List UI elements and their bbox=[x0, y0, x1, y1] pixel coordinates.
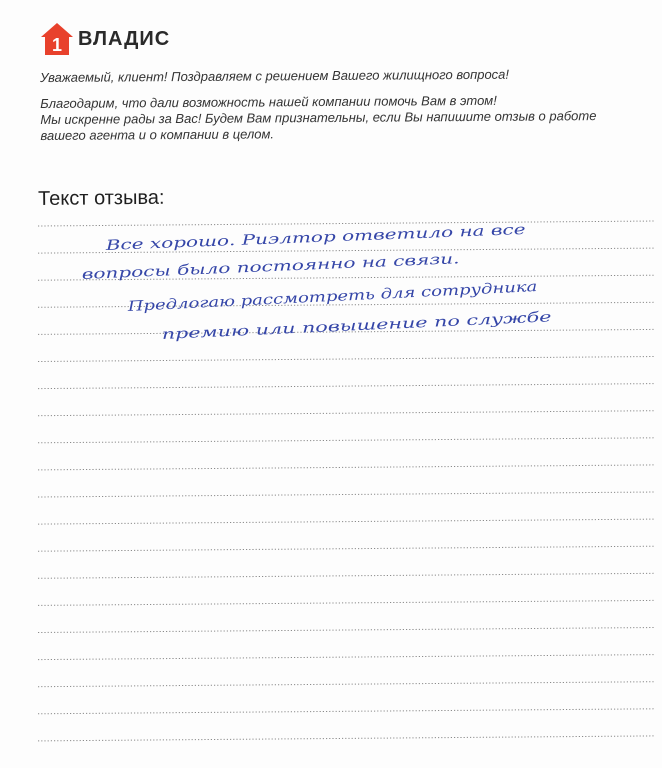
handwritten-line: вопросы было постоянно на связи. bbox=[81, 255, 347, 283]
review-title: Текст отзыва: bbox=[38, 186, 165, 210]
intro-greeting: Уважаемый, клиент! Поздравляем с решением Вашего жилищного вопроса! bbox=[40, 66, 510, 85]
handwritten-line: Все хорошо. Риэлтор ответило на все bbox=[105, 226, 400, 254]
handwritten-line: Предлогаю рассмотреть для сотрудника bbox=[127, 283, 447, 315]
intro-thanks-line: Благодарим, что дали возможность нашей компании помочь Вам в этом! bbox=[40, 92, 497, 111]
intro-thanks-line: вашего агента и о компании в целом. bbox=[40, 126, 275, 143]
logo-digit: 1 bbox=[51, 35, 63, 55]
handwritten-line: премию или повышение по службе bbox=[161, 315, 427, 343]
intro-thanks-line: Мы искренне рады за Вас! Будем Вам признательны, если Вы напишите отзыв о работе bbox=[40, 108, 597, 127]
brand-name: ВЛАДИС bbox=[78, 27, 171, 50]
